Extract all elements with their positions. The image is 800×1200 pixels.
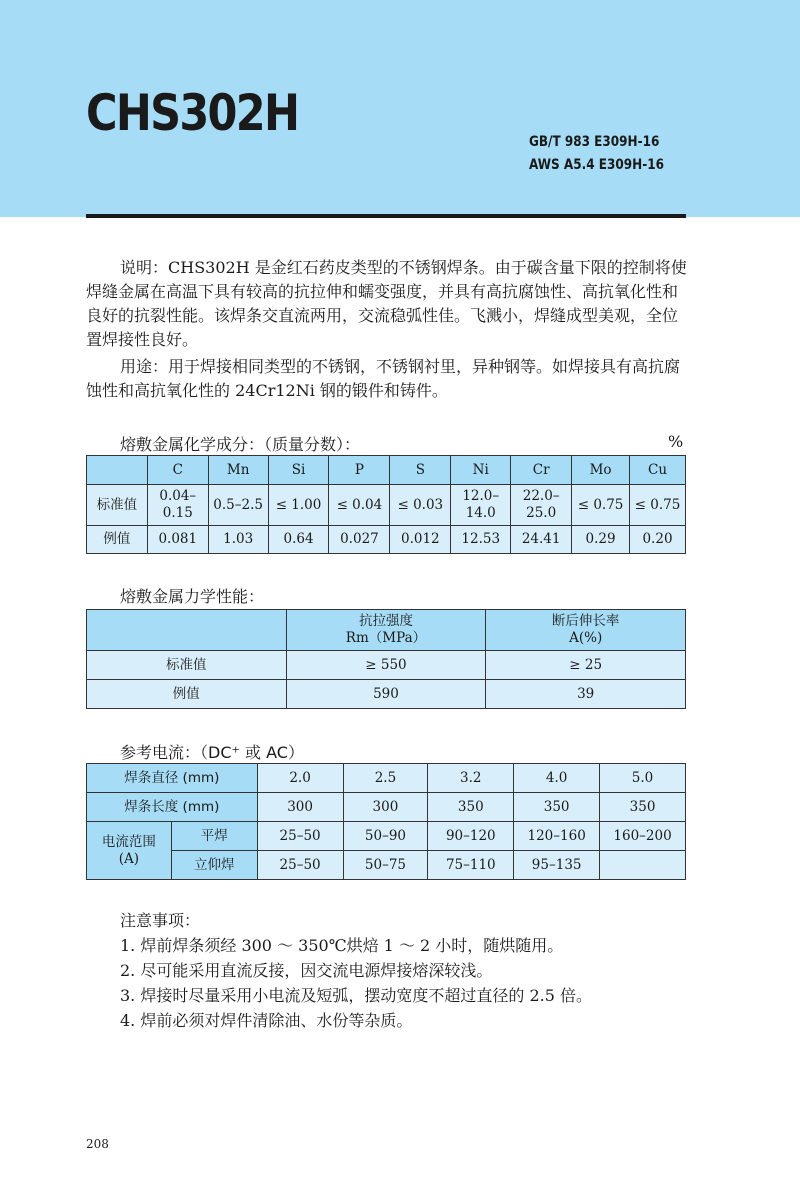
chem-cell: 0.027 — [329, 526, 390, 554]
chem-header-cell: Cr — [511, 456, 572, 485]
chem-cell: 0.081 — [147, 526, 208, 554]
current-section-title: 参考电流：（DC⁺ 或 AC） — [120, 743, 304, 762]
diameter-cell: 2.0 — [257, 764, 343, 793]
chem-header-cell: C — [147, 456, 208, 485]
usage-paragraph — [86, 355, 688, 403]
usage-label: 用途： — [120, 357, 169, 376]
length-cell: 350 — [600, 793, 686, 822]
vertical-position-label: 立仰焊 — [171, 851, 257, 880]
chem-cell: 0.04– 0.15 — [147, 485, 208, 526]
chem-header-cell: Si — [268, 456, 329, 485]
mech-row-label: 例值 — [87, 680, 287, 709]
chem-header-cell: P — [329, 456, 390, 485]
chem-cell: 0.64 — [268, 526, 329, 554]
diameter-cell: 4.0 — [514, 764, 600, 793]
product-title: CHS302H — [86, 84, 299, 142]
notes-title: 注意事项： — [120, 911, 201, 930]
chem-cell: ≤ 1.00 — [268, 485, 329, 526]
mech-cell: 39 — [486, 680, 686, 709]
diameter-label: 焊条直径 (mm) — [87, 764, 258, 793]
header-band — [0, 0, 800, 217]
description-text: CHS302H 是金红石药皮类型的不锈钢焊条。由于碳含量下限的控制将使焊缝金属在高温下具有较高的抗拉伸和蠕变强度，并具有高抗腐蚀性、高抗氧化性和良好的抗裂性能。该焊条交直流两用，交流稳弧性佳。飞溅小，焊缝成型美观，全位置焊接性良好。 — [86, 258, 687, 349]
chem-cell: 24.41 — [511, 526, 572, 554]
page-number: 208 — [86, 1137, 109, 1151]
chem-cell: ≤ 0.75 — [572, 485, 630, 526]
notes-section — [120, 908, 700, 1033]
chem-header-cell: Mn — [208, 456, 268, 485]
mech-header-row — [87, 610, 686, 651]
diameter-cell: 3.2 — [428, 764, 514, 793]
length-label: 焊条长度 (mm) — [87, 793, 258, 822]
chem-header-row — [87, 456, 686, 485]
chem-header-cell: Ni — [451, 456, 511, 485]
mech-cell: 590 — [286, 680, 486, 709]
length-cell: 300 — [257, 793, 343, 822]
chem-cell: 1.03 — [208, 526, 268, 554]
chem-cell: 12.53 — [451, 526, 511, 554]
chem-cell: 0.012 — [390, 526, 451, 554]
chem-unit: % — [668, 432, 684, 451]
description-paragraph — [86, 256, 688, 352]
diameter-row — [87, 764, 686, 793]
flat-cell: 120–160 — [514, 822, 600, 851]
chem-cell: ≤ 0.75 — [630, 485, 686, 526]
mech-data-row — [87, 680, 686, 709]
chem-cell: 0.20 — [630, 526, 686, 554]
chem-row-label: 例值 — [87, 526, 148, 554]
header-rule — [86, 214, 686, 218]
mech-data-row — [87, 651, 686, 680]
chem-header-cell — [87, 456, 148, 485]
vertical-cell: 25–50 — [257, 851, 343, 880]
current-range-label: 电流范围 (A) — [87, 822, 172, 880]
length-cell: 300 — [343, 793, 428, 822]
flat-row — [87, 822, 686, 851]
chem-header-cell: Mo — [572, 456, 630, 485]
note-item: 3. 焊接时尽量采用小电流及短弧，摆动宽度不超过直径的 2.5 倍。 — [120, 986, 592, 1005]
length-row — [87, 793, 686, 822]
mech-section-title: 熔敷金属力学性能： — [120, 587, 265, 606]
chem-cell: 0.5–2.5 — [208, 485, 268, 526]
flat-cell: 50–90 — [343, 822, 428, 851]
current-table — [86, 763, 686, 880]
chem-section-title: 熔敷金属化学成分：（质量分数）： — [120, 435, 361, 454]
standard-aws: AWS A5.4 E309H-16 — [529, 157, 664, 173]
mech-cell: ≥ 25 — [486, 651, 686, 680]
note-item: 2. 尽可能采用直流反接，因交流电源焊接熔深较浅。 — [120, 961, 493, 980]
mech-header-cell — [87, 610, 287, 651]
flat-cell: 25–50 — [257, 822, 343, 851]
vertical-row — [87, 851, 686, 880]
chem-data-row — [87, 526, 686, 554]
chem-cell: 22.0– 25.0 — [511, 485, 572, 526]
chem-header-cell: Cu — [630, 456, 686, 485]
chem-table — [86, 455, 686, 554]
note-item: 4. 焊前必须对焊件清除油、水份等杂质。 — [120, 1011, 413, 1030]
mech-header-cell: 断后伸长率 A(%) — [486, 610, 686, 651]
diameter-cell: 5.0 — [600, 764, 686, 793]
chem-cell: ≤ 0.03 — [390, 485, 451, 526]
note-item: 1. 焊前焊条须经 300 ～ 350℃烘焙 1 ～ 2 小时，随烘随用。 — [120, 936, 564, 955]
diameter-cell: 2.5 — [343, 764, 428, 793]
usage-text: 用于焊接相同类型的不锈钢，不锈钢衬里，异种钢等。如焊接具有高抗腐蚀性和高抗氧化性的 24Cr12Ni 钢的锻件和铸件。 — [86, 357, 681, 400]
chem-header-cell: S — [390, 456, 451, 485]
mech-header-cell: 抗拉强度 Rm（MPa） — [286, 610, 486, 651]
chem-data-row — [87, 485, 686, 526]
chem-cell: 12.0– 14.0 — [451, 485, 511, 526]
flat-cell: 90–120 — [428, 822, 514, 851]
mech-cell: ≥ 550 — [286, 651, 486, 680]
length-cell: 350 — [514, 793, 600, 822]
mech-table — [86, 609, 686, 709]
flat-cell: 160–200 — [600, 822, 686, 851]
vertical-cell: 50–75 — [343, 851, 428, 880]
chem-cell: ≤ 0.04 — [329, 485, 390, 526]
vertical-cell: 75–110 — [428, 851, 514, 880]
chem-cell: 0.29 — [572, 526, 630, 554]
standard-gb: GB/T 983 E309H-16 — [529, 134, 660, 150]
description-label: 说明： — [120, 258, 169, 277]
vertical-cell — [600, 851, 686, 880]
length-cell: 350 — [428, 793, 514, 822]
chem-row-label: 标准值 — [87, 485, 148, 526]
flat-position-label: 平焊 — [171, 822, 257, 851]
vertical-cell: 95–135 — [514, 851, 600, 880]
mech-row-label: 标准值 — [87, 651, 287, 680]
